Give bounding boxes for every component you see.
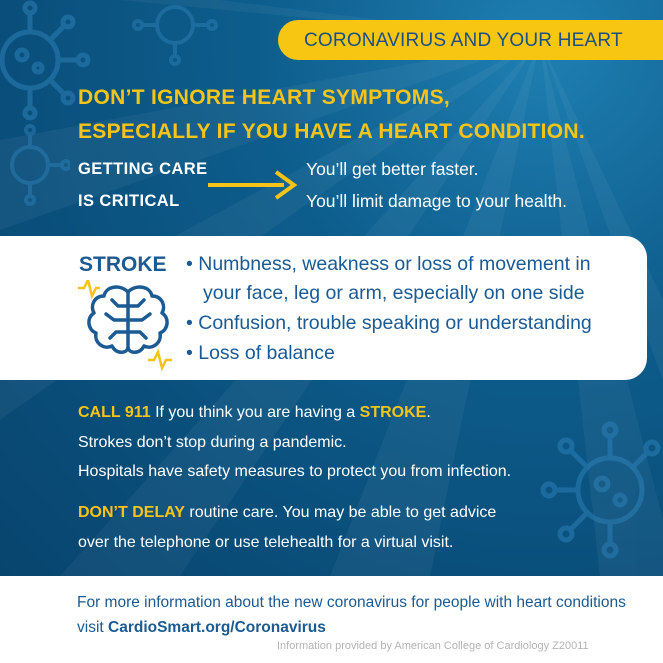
call-911-end: . <box>426 404 431 421</box>
credit-line: Information provided by American College of Cardiology Z20011 <box>277 640 589 652</box>
care-benefit-1: You’ll get better faster. <box>306 159 479 179</box>
banner-title: CORONAVIRUS AND YOUR HEART <box>304 30 623 51</box>
virus-icon <box>530 420 663 560</box>
stroke-bullet-1-cont: your face, leg or arm, especially on one side <box>203 282 585 304</box>
pulse-line-icon <box>78 280 100 296</box>
dont-delay-label: DON’T DELAY <box>78 504 185 521</box>
brain-icon <box>76 280 176 372</box>
care-label-line-1: GETTING CARE <box>78 160 208 178</box>
title-banner <box>278 20 663 60</box>
hospitals-line: Hospitals have safety measures to protect you from infection. <box>78 463 512 480</box>
footer-visit-line <box>77 619 326 637</box>
call-911-line <box>78 404 431 422</box>
pulse-line-icon <box>148 352 172 368</box>
virus-icon <box>130 0 220 70</box>
footer-visit-text: visit <box>77 619 108 636</box>
care-label-line-2: IS CRITICAL <box>78 192 180 210</box>
virus-icon <box>10 120 70 210</box>
headline-line-2: ESPECIALLY IF YOU HAVE A HEART CONDITION. <box>78 120 586 143</box>
footer-info-line: For more information about the new coronavirus for people with heart conditions <box>77 594 626 611</box>
care-benefit-2: You’ll limit damage to your health. <box>306 191 568 211</box>
call-911-label: CALL 911 <box>78 404 151 421</box>
stroke-title: STROKE <box>79 253 167 276</box>
pandemic-line: Strokes don’t stop during a pandemic. <box>78 434 347 451</box>
stroke-bullet-1: • Numbness, weakness or loss of movement in <box>186 253 591 275</box>
stroke-bullet-2: • Confusion, trouble speaking or understanding <box>186 312 592 334</box>
arrow-right-icon <box>206 166 302 206</box>
stroke-bullet-3: • Loss of balance <box>186 342 335 364</box>
call-911-text: If you think you are having a <box>150 404 360 421</box>
stroke-word: STROKE <box>359 404 427 421</box>
headline-line-1: DON’T IGNORE HEART SYMPTOMS, <box>78 86 451 109</box>
cardiosmart-link[interactable]: CardioSmart.org/Coronavirus <box>108 619 326 636</box>
telehealth-line: over the telephone or use telehealth for a virtual visit. <box>78 534 454 551</box>
dont-delay-text: routine care. You may be able to get advice <box>184 504 497 521</box>
dont-delay-line <box>78 504 496 522</box>
